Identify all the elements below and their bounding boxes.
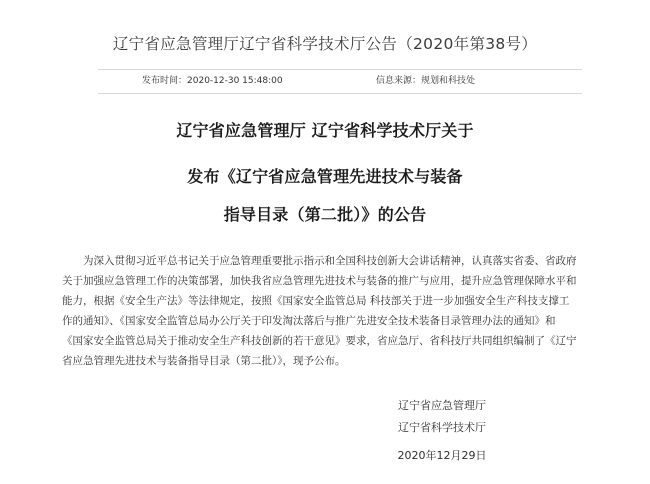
document-body [62, 251, 590, 371]
signature-org-1: 辽宁省应急管理厅 [398, 399, 486, 412]
signature-date: 2020年12月29日 [397, 449, 487, 462]
body-line: 关于加强应急管理工作的决策部署，加快我省应急管理先进技术与装备的推广与应用，提升应急管理保障水平和 [62, 275, 577, 287]
publish-time-label: 发布时间： [142, 76, 188, 86]
body-line: 《国家安全监管总局关于推动安全生产科技创新的若干意见》要求，省应急厅、省科技厅共同组织编制了《辽宁 [62, 335, 577, 347]
document-heading-line-1: 辽宁省应急管理厅 辽宁省科学技术厅关于 [176, 121, 474, 140]
info-source-value: 规划和科技处 [421, 76, 476, 86]
publish-time [142, 70, 283, 93]
meta-bar [98, 69, 582, 94]
info-source-label: 信息来源： [376, 76, 422, 86]
page-title: 辽宁省应急管理厅辽宁省科学技术厅公告（2020年第38号） [112, 35, 538, 53]
publish-time-value: 2020-12-30 15:48:00 [187, 76, 283, 86]
document-heading-line-2: 发布《辽宁省应急管理先进技术与装备 [187, 167, 463, 186]
body-line: 省应急管理先进技术与装备指导目录（第二批）》，现予公布。 [62, 355, 346, 367]
body-line: 为深入贯彻习近平总书记关于应急管理重要批示指示和全国科技创新大会讲话精神，认真落实省委、省政府 [83, 255, 577, 267]
signature-org-2: 辽宁省科学技术厅 [398, 421, 486, 434]
document-heading-line-3: 指导目录（第二批）》的公告 [223, 205, 427, 224]
signature-block [372, 395, 512, 467]
info-source [376, 70, 475, 93]
body-line: 能力，根据《安全生产法》等法律规定，按照《国家安全监管总局 科技部关于进一步加强安全生产科技支撑工 [62, 295, 570, 307]
body-line: 作的通知》、《国家安全监管总局办公厅关于印发淘汰落后与推广先进安全技术装备目录管理办法的通知》和 [62, 315, 556, 327]
